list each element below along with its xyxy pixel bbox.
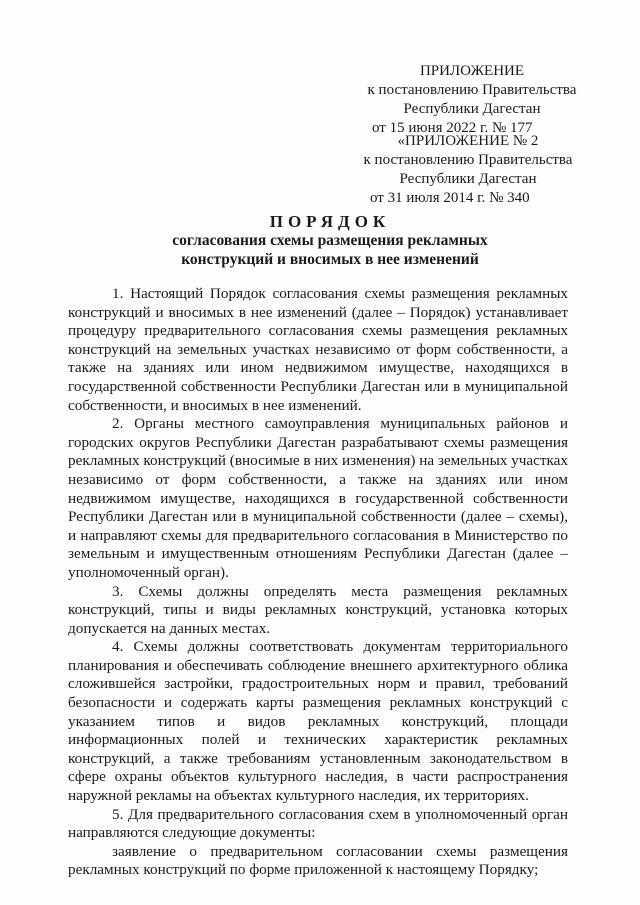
paragraph-5-item-application: заявление о предварительном согласовании схемы размещения рекламных конструкций по форме приложенной к настоящему Порядку; <box>68 842 568 879</box>
appendix-previous-title: «ПРИЛОЖЕНИЕ № 2 <box>397 133 539 149</box>
appendix-current-line2: Республики Дагестан <box>403 101 541 117</box>
paragraph-3: 3. Схемы должны определять места размещения рекламных конструкций, типы и виды рекламных конструкций, установка которых допускается на данных местах. <box>68 582 568 637</box>
paragraph-4: 4. Схемы должны соответствовать документам территориального планирования и обеспечивать соблюдение внешнего архитектурного облика сложившейся застройки, градостроительных норм и правил, требований безопасности и содержать карты размещения рекламных конструкций с указанием типов и видов рекламных конструкций, площади информационных полей и технических характеристик рекламных конструкций, а также требованиям установленным законодательством в сфере охраны объектов культурного наследия, в части распространения наружной рекламы на объектах культурного наследия, их территориях. <box>68 638 568 805</box>
document-subtitle-line2: конструкций и вносимых в нее изменений <box>181 251 479 268</box>
appendix-previous-ref: от 31 июля 2014 г. № 340 <box>370 190 530 206</box>
paragraph-5: 5. Для предварительного согласования схем в уполномоченный орган направляются следующие документы: <box>68 805 568 842</box>
document-subtitle <box>120 231 540 269</box>
appendix-current-line1: к постановлению Правительства <box>367 82 577 98</box>
appendix-current-block <box>352 62 592 138</box>
document-subtitle-line1: согласования схемы размещения рекламных <box>172 232 488 249</box>
document-body <box>68 285 568 880</box>
appendix-current-ref: от 15 июня 2022 г. № 177 <box>372 120 533 136</box>
appendix-previous-line1: к постановлению Правительства <box>363 152 573 168</box>
paragraph-2: 2. Органы местного самоуправления муниципальных районов и городских округов Республики Дагестан разрабатывают схемы размещения рекламных конструкций (вносимые в них изменения) на земельных участках независимо от форм собственности, а также на зданиях или ином недвижимом имуществе, находящихся в государственной собственности Республики Дагестан или в муниципальной собственности (далее – схемы), и направляют схемы для предварительного согласования в Министерство по земельным и имущественным отношениям Республики Дагестан (далее – уполномоченный орган). <box>68 415 569 581</box>
paragraph-1: 1. Настоящий Порядок согласования схемы размещения рекламных конструкций и вносимых в нее изменений (далее – Порядок) устанавливает процедуру предварительного согласования схемы размещения рекламных конструкций на земельных участках независимо от форм собственности, а также на зданиях или ином недвижимом имуществе, находящихся в государственной собственности Республики Дагестан или в муниципальной собственности, и вносимых в нее изменений. <box>68 285 568 414</box>
appendix-previous-block <box>348 132 588 208</box>
appendix-current-title: ПРИЛОЖЕНИЕ <box>419 63 525 79</box>
appendix-previous-line2: Республики Дагестан <box>399 171 537 187</box>
document-title: ПОРЯДОК <box>269 212 391 231</box>
